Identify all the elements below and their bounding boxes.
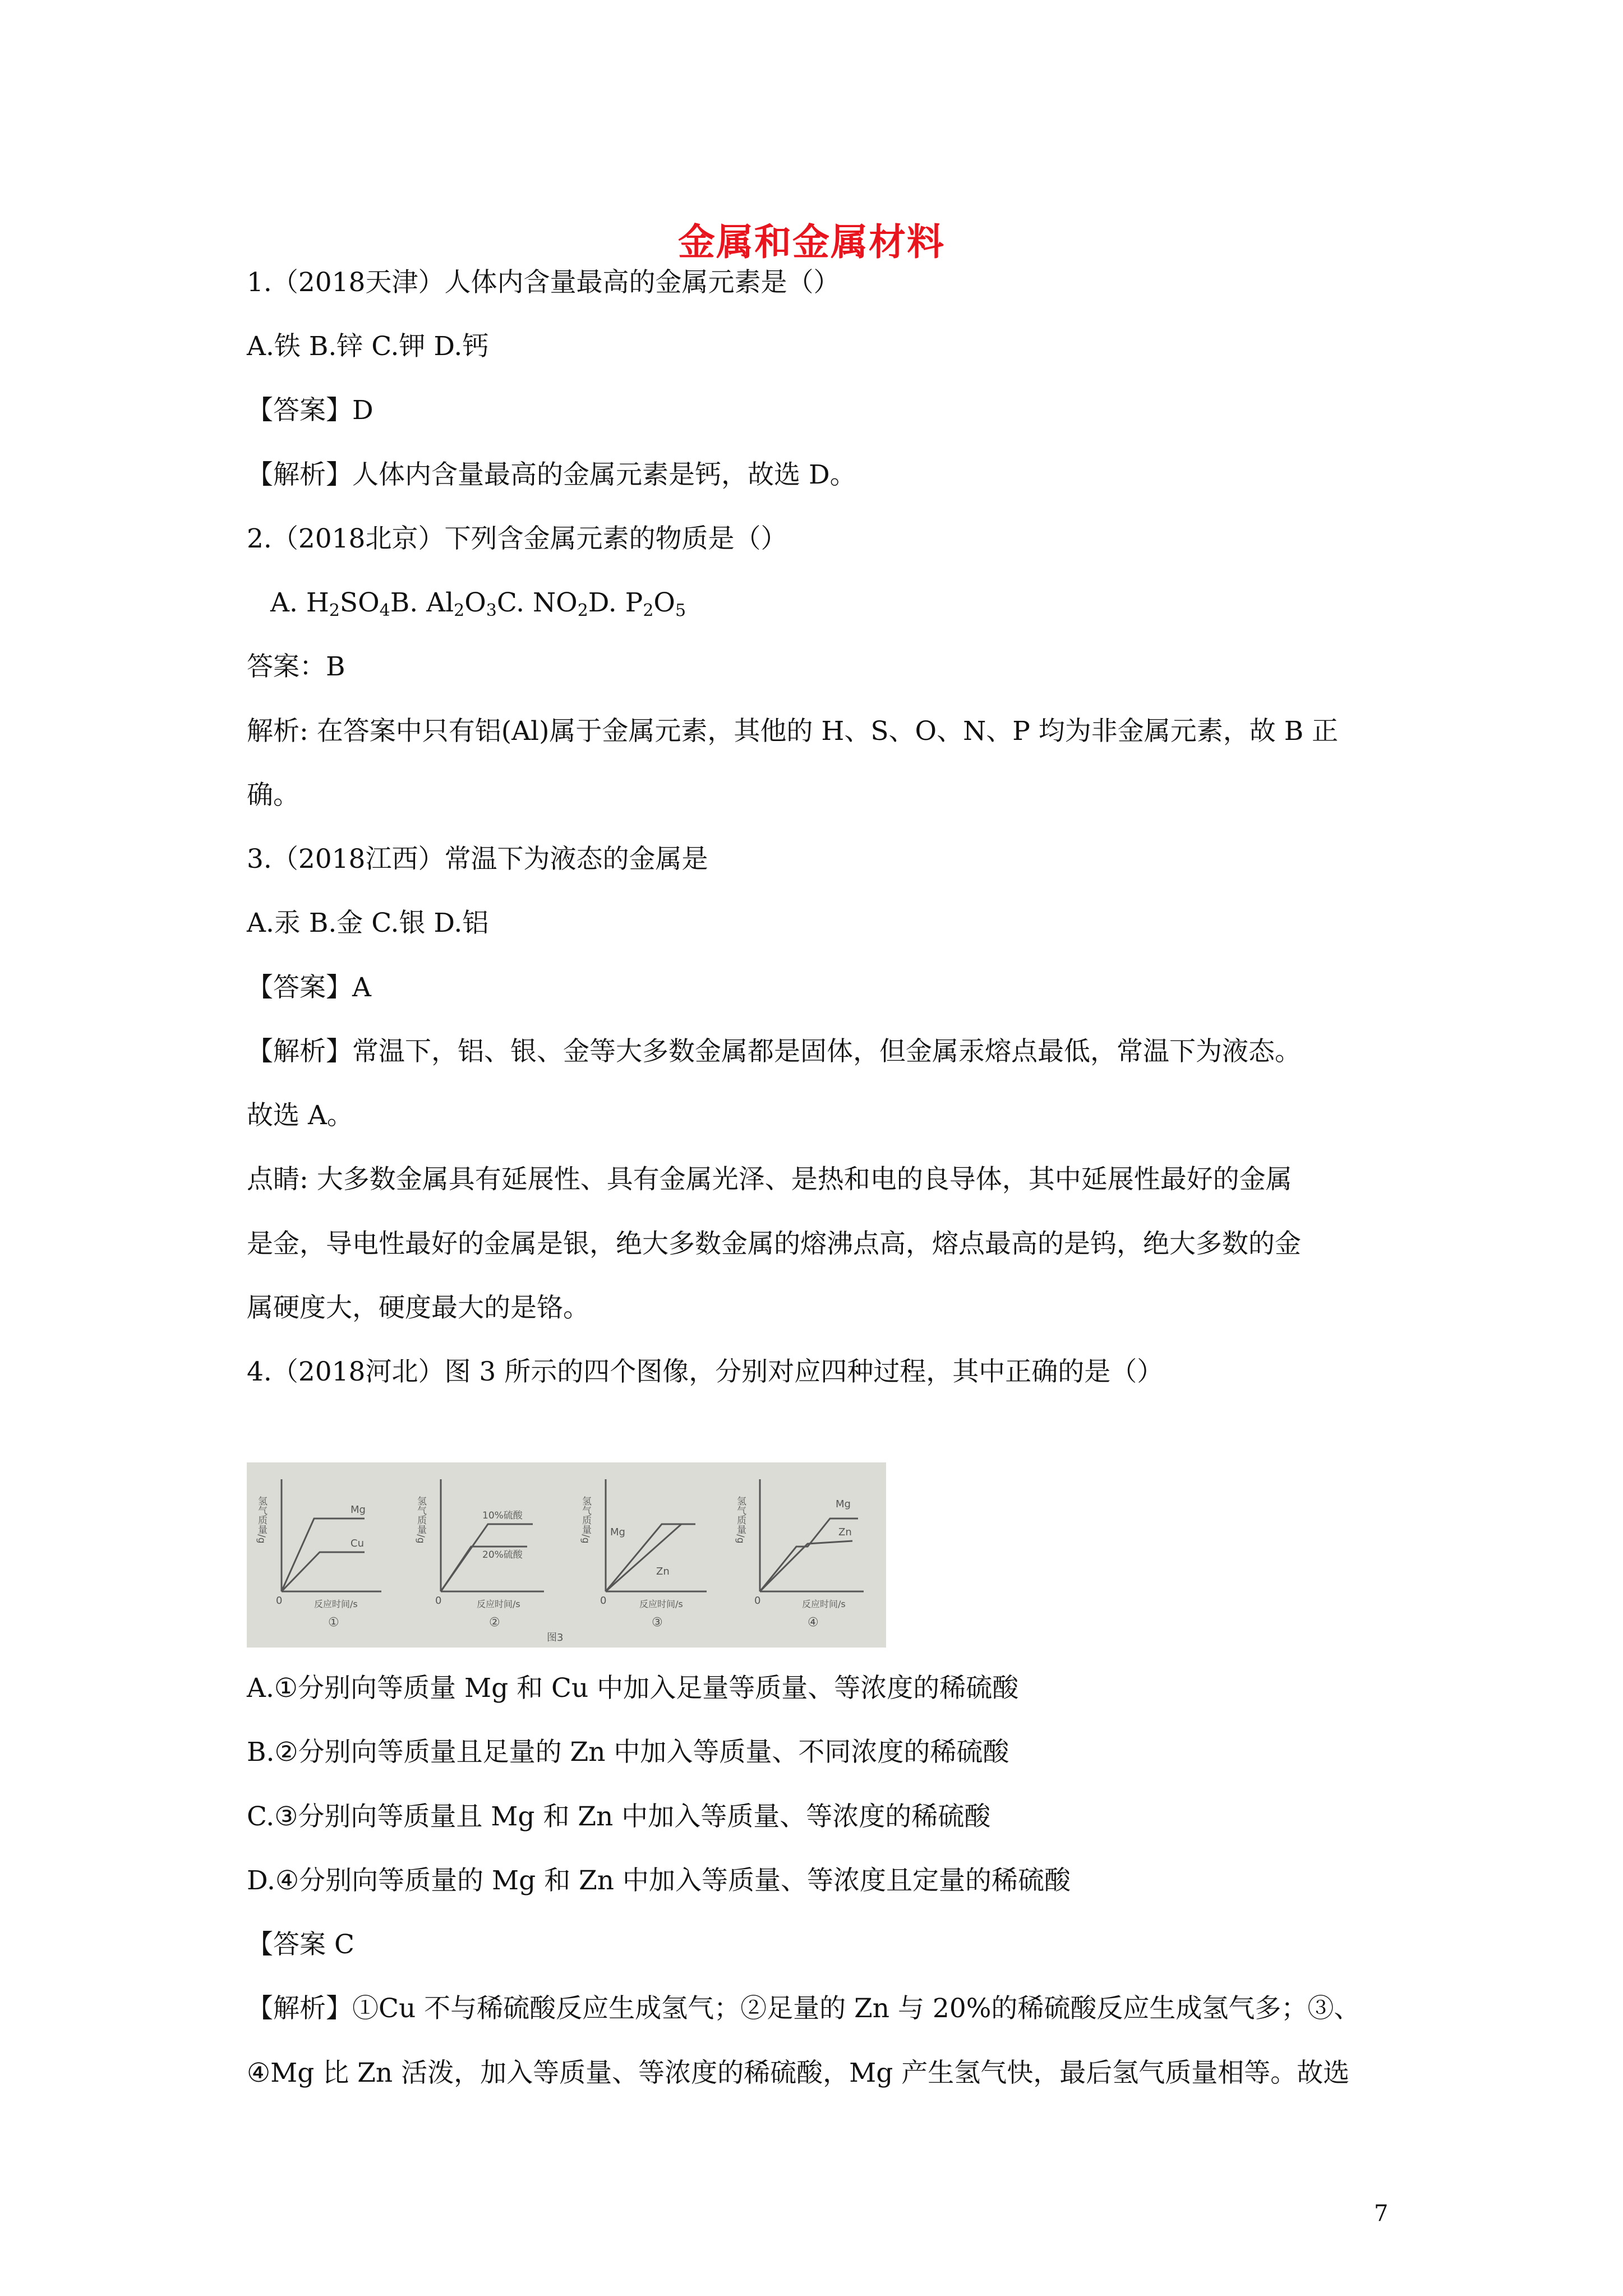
panel-3-xlabel: 反应时间/s [639, 1599, 683, 1609]
panel-4-origin: 0 [754, 1595, 761, 1607]
panel-2-top-label: 10%硫酸 [482, 1510, 523, 1521]
option-c: C. $NO_2$ [496, 587, 588, 620]
panel-4-number: ④ [808, 1616, 819, 1630]
question-3-tip-line-1: 点睛: 大多数金属具有延展性、具有金属光泽、是热和电的良导体，其中延展性最好的金属 [247, 1164, 1292, 1195]
question-4-analysis-line-2: ④Mg 比 Zn 活泼，加入等质量、等浓度的稀硫酸，Mg 产生氢气快，最后氢气质量相等。故选 [247, 2058, 1350, 2088]
question-1-options: A.铁 B.锌 C.钾 D.钙 [247, 331, 489, 362]
question-4-stem: 4.（2018河北）图 3 所示的四个图像，分别对应四种过程，其中正确的是（） [247, 1356, 1164, 1387]
panel-1-xlabel: 反应时间/s [314, 1599, 358, 1609]
question-2-answer: 答案：B [247, 651, 345, 682]
figure-caption: 图3 [547, 1632, 564, 1644]
panel-3-number: ③ [652, 1616, 663, 1630]
option-a: A. $H_2SO_4$ [270, 587, 390, 620]
question-4-option-c: C.③分别向等质量且 Mg 和 Zn 中加入等质量、等浓度的稀硫酸 [247, 1801, 991, 1832]
page-number: 7 [1374, 2201, 1389, 2226]
panel-2-number: ② [489, 1616, 500, 1630]
question-2-analysis-line-2: 确。 [247, 780, 299, 811]
panel-1-ylabel: 氢气质量/g [256, 1496, 267, 1544]
question-3-answer: 【答案】A [247, 972, 371, 1003]
option-b: B. $Al_2O_3$ [390, 587, 497, 620]
figure-3-graphs [247, 1462, 886, 1648]
panel-1-number: ① [328, 1616, 339, 1630]
panel-2-xlabel: 反应时间/s [477, 1599, 520, 1609]
question-2-analysis-line-1: 解析: 在答案中只有铝(Al)属于金属元素，其他的 H、S、O、N、P 均为非金属元素，故 B 正 [247, 716, 1339, 747]
question-3-stem: 3.（2018江西）常温下为液态的金属是 [247, 844, 708, 875]
question-3-tip-line-2: 是金，导电性最好的金属是银，绝大多数金属的熔沸点高，熔点最高的是钨，绝大多数的金 [247, 1228, 1301, 1259]
panel-3-ylabel: 氢气质量/g [580, 1496, 591, 1544]
question-4-analysis-line-1: 【解析】①Cu 不与稀硫酸反应生成氢气；②足量的 Zn 与 20%的稀硫酸反应生成氢气多；③、 [247, 1993, 1361, 2024]
panel-2-ylabel: 氢气质量/g [415, 1496, 426, 1544]
panel-4-ylabel: 氢气质量/g [735, 1496, 746, 1544]
panel-4-top-label: Mg [836, 1498, 851, 1510]
question-3-tip-line-3: 属硬度大，硬度最大的是铬。 [247, 1292, 589, 1323]
panel-1-origin: 0 [276, 1595, 283, 1607]
question-4-option-b: B.②分别向等质量且足量的 Zn 中加入等质量、不同浓度的稀硫酸 [247, 1737, 1009, 1768]
page-title: 金属和金属材料 [678, 220, 945, 264]
question-3-analysis-line-1: 【解析】常温下，铝、银、金等大多数金属都是固体，但金属汞熔点最低，常温下为液态。 [247, 1036, 1301, 1067]
question-2-options [270, 586, 686, 628]
graph-panel-1 [282, 1479, 381, 1591]
panel-3-bottom-label: Zn [656, 1566, 670, 1577]
panel-3-top-label: Mg [610, 1526, 625, 1538]
question-2-stem: 2.（2018北京）下列含金属元素的物质是（） [247, 523, 787, 554]
panel-4-xlabel: 反应时间/s [802, 1599, 846, 1609]
question-1-analysis: 【解析】人体内含量最高的金属元素是钙，故选 D。 [247, 459, 856, 490]
question-4-option-a: A.①分别向等质量 Mg 和 Cu 中加入足量等质量、等浓度的稀硫酸 [247, 1673, 1019, 1704]
question-4-answer: 【答案 C [247, 1929, 354, 1960]
graph-panel-2 [441, 1479, 544, 1591]
panel-2-origin: 0 [435, 1595, 442, 1607]
panel-2-bottom-label: 20%硫酸 [482, 1549, 523, 1561]
question-1-stem: 1.（2018天津）人体内含量最高的金属元素是（） [247, 267, 840, 298]
question-4-option-d: D.④分别向等质量的 Mg 和 Zn 中加入等质量、等浓度且定量的稀硫酸 [247, 1865, 1071, 1896]
question-3-options: A.汞 B.金 C.银 D.铝 [247, 908, 489, 938]
option-d: D. $P_2O_5$ [588, 587, 686, 620]
question-1-answer: 【答案】D [247, 395, 374, 426]
question-3-analysis-line-2: 故选 A。 [247, 1100, 353, 1131]
panel-3-origin: 0 [600, 1595, 607, 1607]
panel-4-bottom-label: Zn [838, 1526, 852, 1538]
panel-1-bottom-label: Cu [351, 1538, 364, 1549]
panel-1-top-label: Mg [351, 1504, 366, 1516]
